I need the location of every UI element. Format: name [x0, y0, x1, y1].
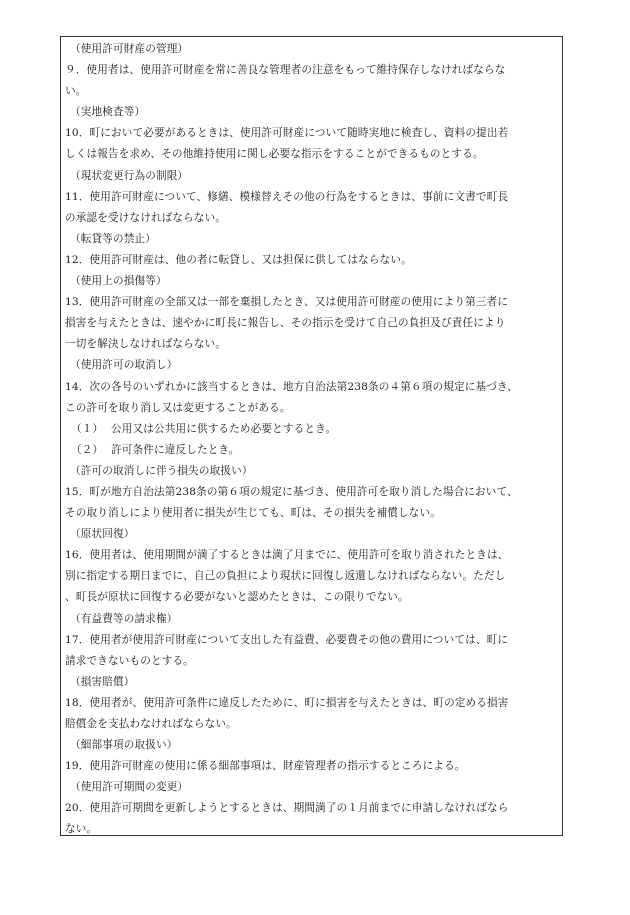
section-heading: （転貸等の禁止）: [70, 232, 156, 245]
paragraph-line: い。: [65, 85, 87, 98]
section-heading: （許可の取消しに伴う損失の取扱い）: [70, 464, 253, 477]
paragraph-line: 11．使用許可財産について、修繕、模様替えその他の行為をするときは、事前に文書で町長: [65, 190, 509, 203]
list-item-text: 許可条件に違反したとき。: [111, 443, 240, 456]
paragraph-line: 13．使用許可財産の全部又は一部を棄損したとき、又は使用許可財産の使用により第三者に: [65, 296, 509, 309]
list-item: [65, 440, 562, 461]
paragraph-line: 17．使用者が使用許可財産について支出した有益費、必要費その他の費用については、町に: [65, 633, 509, 646]
paragraph-line: 賠償金を支払わなければならない。: [65, 718, 237, 730]
paragraph-line: の承認を受けなければならない。: [65, 211, 227, 224]
paragraph-line: 20．使用許可期間を更新しようとするときは、期間満了の１月前までに申請しなければなら: [65, 802, 509, 815]
section-heading: （原状回復）: [70, 528, 135, 541]
section-heading: （有益費等の請求権）: [70, 612, 178, 625]
paragraph-line: 16．使用者は、使用期間が満了するときは満了月までに、使用許可を取り消されたときは、: [65, 549, 509, 562]
paragraph-line: 19．使用許可財産の使用に係る細部事項は、財産管理者の指示するところによる。: [65, 760, 466, 773]
paragraph-line: 別に指定する期日までに、自己の負担により現状に回復し返還しなければならない。ただし: [65, 570, 506, 583]
paragraph-line: その取り消しにより使用者に損失が生じても、町は、その損失を補償しない。: [65, 507, 442, 520]
list-item: [65, 419, 562, 440]
paragraph-line: 18．使用者が、使用許可条件に違反したために、町に損害を与えたときは、町の定める損害: [65, 696, 509, 709]
paragraph-line: 請求できないものとする。: [65, 654, 194, 667]
paragraph-line: しくは報告を求め、その他維持使用に関し必要な指示をすることができるものとする。: [65, 148, 484, 161]
section-heading: （損害賠償）: [70, 675, 135, 688]
paragraph-line: 一切を解決しなければならない。: [65, 338, 227, 351]
section-heading: （実地検査等）: [70, 106, 146, 119]
document-frame: [60, 36, 563, 836]
section-heading: （使用許可財産の管理）: [70, 43, 189, 55]
section-heading: （使用上の損傷等）: [70, 275, 167, 288]
paragraph-line: 12．使用許可財産は、他の者に転貸し、又は担保に供してはならない。: [65, 253, 412, 266]
paragraph-line: 損害を与えたときは、速やかに町長に報告し、その指示を受けて自己の負担及び責任により: [65, 317, 506, 330]
paragraph-line: 14．次の各号のいずれかに該当するときは、地方自治法第238条の４第６項の規定に基づき、: [65, 380, 519, 393]
section-heading: （使用許可期間の変更）: [70, 781, 189, 794]
paragraph-line: 15．町が地方自治法第238条の第６項の規定に基づき、使用許可を取り消した場合において、: [65, 485, 518, 498]
list-item-number: （２）: [71, 443, 104, 456]
paragraph-line: 10．町において必要があるときは、使用許可財産について随時実地に検査し、資料の提出若: [65, 127, 509, 140]
paragraph-line: 、町長が原状に回復する必要がないと認めたときは、この限りでない。: [65, 591, 409, 604]
paragraph-line: ない。: [65, 823, 98, 836]
section-heading: （細部事項の取扱い）: [70, 739, 178, 752]
list-item-number: （１）: [71, 422, 104, 435]
paragraph-line: ９．使用者は、使用許可財産を常に善良な管理者の注意をもって維持保存しなければならな: [65, 64, 506, 77]
list-item-text: 公用又は公共用に供するため必要とするとき。: [111, 422, 337, 435]
paragraph-line: この許可を取り消し又は変更することがある。: [65, 401, 291, 414]
section-heading: （使用許可の取消し）: [70, 359, 178, 372]
section-heading: （現状変更行為の制限）: [70, 169, 189, 182]
